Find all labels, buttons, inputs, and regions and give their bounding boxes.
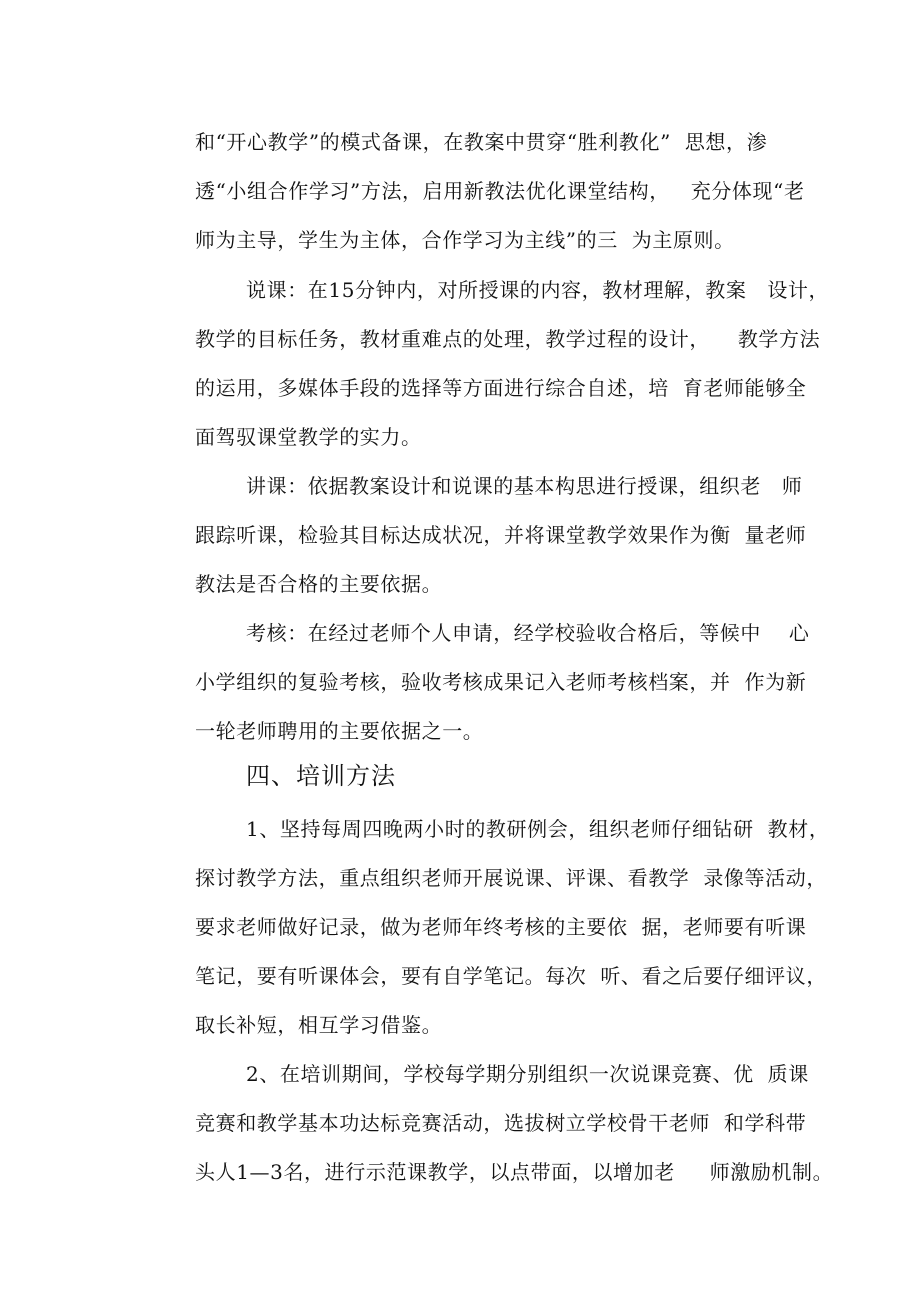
paragraph-line: 竞赛和教学基本功达标竞赛活动，选拔树立学校骨干老师 和学科带	[195, 1111, 807, 1135]
paragraph-line: 说课：在15分钟内，对所授课的内容，教材理解，教案 设计，	[246, 278, 830, 302]
paragraph-line: 跟踪听课，检验其目标达成状况，并将课堂教学效果作为衡 量老师	[195, 523, 807, 547]
paragraph-line: 要求老师做好记录，做为老师年终考核的主要依 据，老师要有听课	[195, 915, 807, 939]
paragraph-line: 2、在培训期间，学校每学期分别组织一次说课竞赛、优 质课	[246, 1062, 809, 1086]
paragraph-line: 头人1—3名，进行示范课教学，以点带面，以增加老 师激励机制。	[195, 1160, 834, 1184]
paragraph-line: 教学的目标任务，教材重难点的处理，教学过程的设计， 教学方法	[195, 327, 821, 351]
paragraph-line: 的运用，多媒体手段的选择等方面进行综合自述，培 育老师能够全	[195, 376, 807, 400]
section-heading: 四、培训方法	[246, 762, 396, 790]
paragraph-line: 小学组织的复验考核，验收考核成果记入老师考核档案，并 作为新	[195, 670, 807, 694]
paragraph-line: 取长补短，相互学习借鉴。	[195, 1013, 443, 1037]
paragraph-line: 考核：在经过老师个人申请，经学校验收合格后，等候中 心	[246, 621, 810, 645]
paragraph-line: 探讨教学方法，重点组织老师开展说课、评课、看教学 录像等活动，	[195, 866, 827, 890]
paragraph-line: 透“小组合作学习”方法，启用新教法优化课堂结构， 充分体现“老	[195, 179, 805, 203]
paragraph-line: 讲课：依据教案设计和说课的基本构思进行授课，组织老 师	[246, 474, 803, 498]
paragraph-line: 教法是否合格的主要依据。	[195, 572, 443, 596]
paragraph-line: 面驾驭课堂教学的实力。	[195, 425, 422, 449]
paragraph-line: 一轮老师聘用的主要依据之一。	[195, 719, 484, 743]
paragraph-line: 和“开心教学”的模式备课，在教案中贯穿“胜利教化” 思想，渗	[195, 130, 768, 154]
paragraph-line: 笔记，要有听课体会，要有自学笔记。每次 听、看之后要仔细评议，	[195, 964, 827, 988]
paragraph-line: 师为主导，学生为主体，合作学习为主线”的三 为主原则。	[195, 228, 735, 252]
paragraph-line: 1、坚持每周四晚两小时的教研例会，组织老师仔细钻研 教材，	[246, 817, 830, 841]
